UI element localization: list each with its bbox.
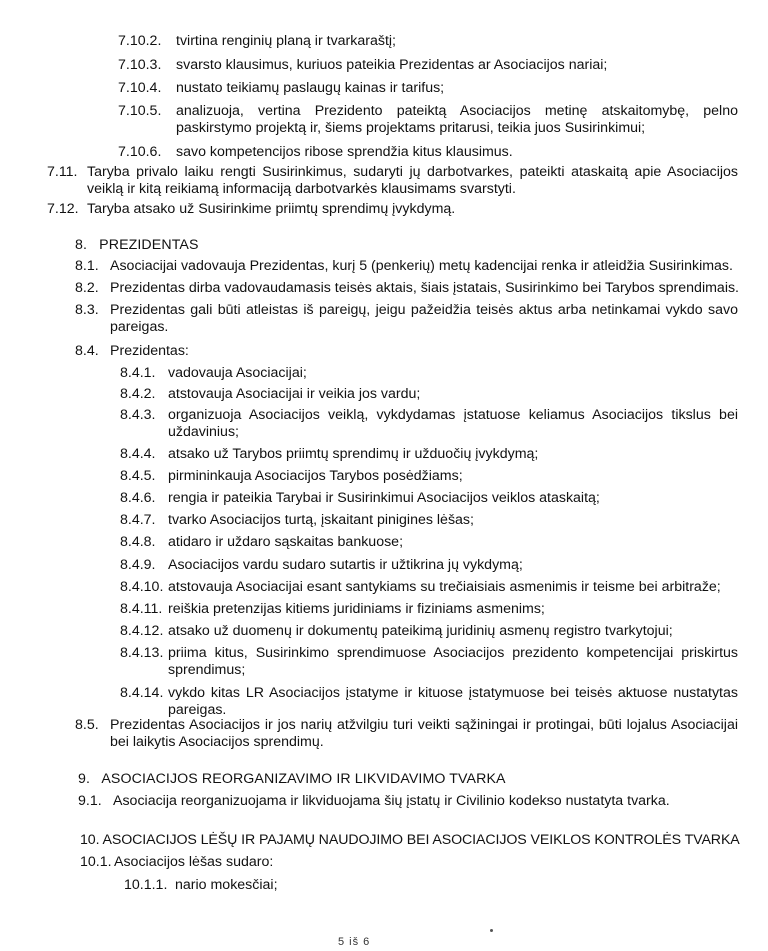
clause-text: Asociacija reorganizuojama ir likviduojama šių įstatų ir Civilinio kodekso nustatyta tvarka. <box>113 793 670 809</box>
clause-text: analizuoja, vertina Prezidento pateiktą Asociacijos metinę atskaitomybę, pelno paskirstymo projektą ir, šiems projektams pritarusi, teikia juos Susirinkimui; <box>176 103 738 136</box>
clause-text: Prezidentas gali būti atleistas iš pareigų, jeigu pažeidžia teisės aktus arba netinkamai vykdo savo pareigas. <box>110 302 738 335</box>
clause-text: atstovauja Asociacijai esant santykiams su trečiaisiais asmenimis ir teisme bei arbitraže; <box>168 579 721 595</box>
clause-text: atsako už duomenų ir dokumentų pateikimą juridinių asmenų registro tvarkytojui; <box>168 623 673 639</box>
clause-text: Asociacijos lėšas sudaro: <box>114 854 274 870</box>
clause-number: 8.2. <box>75 280 99 296</box>
clause-number: 7.10.2. <box>118 33 162 49</box>
clause-text: Prezidentas: <box>110 343 189 359</box>
clause-number: 8.4.6. <box>120 490 156 506</box>
clause-number: 8.5. <box>75 717 99 733</box>
clause-text: Prezidentas dirba vadovaudamasis teisės aktais, šiais įstatais, Susirinkimo bei Tarybos sprendimais. <box>110 280 740 296</box>
page-number-mark: 5 iš 6 <box>338 936 371 948</box>
clause-text: savo kompetencijos ribose sprendžia kitus klausimus. <box>176 144 513 160</box>
clause-text: pirmininkauja Asociacijos Tarybos posėdžiams; <box>168 468 463 484</box>
clause-text: rengia ir pateikia Tarybai ir Susirinkimui Asociacijos veiklos ataskaitą; <box>168 490 600 506</box>
clause-number: 8.4.9. <box>120 557 156 573</box>
clause-text: tvarko Asociacijos turtą, įskaitant pinigines lėšas; <box>168 512 474 528</box>
clause-text: Asociacijos vardu sudaro sutartis ir užtikrina jų vykdymą; <box>168 557 523 573</box>
clause-number: 8.4.14. <box>120 685 164 701</box>
clause-text: svarsto klausimus, kuriuos pateikia Prezidentas ar Asociacijos nariai; <box>176 57 608 73</box>
section-heading-8: 8. PREZIDENTAS <box>75 237 199 253</box>
clause-text: atidaro ir uždaro sąskaitas bankuose; <box>168 534 404 550</box>
clause-number: 8.4.13. <box>120 645 164 661</box>
clause-number: 8.4.2. <box>120 386 156 402</box>
scan-speck <box>490 929 493 932</box>
clause-number: 8.4.1. <box>120 365 156 381</box>
clause-number: 7.10.4. <box>118 80 162 96</box>
clause-text: priima kitus, Susirinkimo sprendimuose Asociacijos prezidento kompetencijai priskirtus sprendimus; <box>168 645 738 678</box>
clause-number: 8.1. <box>75 258 99 274</box>
section-heading-10: 10. ASOCIACIJOS LĖŠŲ IR PAJAMŲ NAUDOJIMO BEI ASOCIACIJOS VEIKLOS KONTROLĖS TVARKA <box>80 832 740 848</box>
clause-text: vykdo kitas LR Asociacijos įstatyme ir kituose įstatymuose bei teisės aktuose nustatytas pareigas. <box>168 685 738 718</box>
clause-text: Prezidentas Asociacijos ir jos narių atžvilgiu turi veikti sąžiningai ir protingai, būti lojalus Asociacijai bei laikytis Asociacijos sprendimų. <box>110 717 738 750</box>
clause-number: 9.1. <box>78 793 102 809</box>
clause-number: 10.1.1. <box>124 877 168 893</box>
section-heading-9: 9. ASOCIACIJOS REORGANIZAVIMO IR LIKVIDAVIMO TVARKA <box>78 771 506 787</box>
clause-number: 8.4.5. <box>120 468 156 484</box>
clause-number: 7.10.3. <box>118 57 162 73</box>
clause-text: nustato teikiamų paslaugų kainas ir tarifus; <box>176 80 445 96</box>
clause-text: organizuoja Asociacijos veiklą, vykdydamas įstatuose keliamus Asociacijos tikslus bei uždavinius; <box>168 407 738 440</box>
clause-number: 10.1. <box>80 854 112 870</box>
clause-number: 8.4.4. <box>120 446 156 462</box>
clause-number: 8.4. <box>75 343 99 359</box>
clause-text: Taryba atsako už Susirinkime priimtų sprendimų įvykdymą. <box>87 201 456 217</box>
clause-number: 8.4.12. <box>120 623 164 639</box>
clause-number: 7.12. <box>47 201 79 217</box>
clause-text: atstovauja Asociacijai ir veikia jos vardu; <box>168 386 421 402</box>
clause-text: Asociacijai vadovauja Prezidentas, kurį 5 (penkerių) metų kadencijai renka ir atleidžia Susirinkimas. <box>110 258 733 274</box>
clause-number: 8.4.8. <box>120 534 156 550</box>
clause-number: 8.4.10. <box>120 579 164 595</box>
clause-number: 7.10.5. <box>118 103 162 119</box>
clause-number: 7.10.6. <box>118 144 162 160</box>
clause-text: atsako už Tarybos priimtų sprendimų ir užduočių įvykdymą; <box>168 446 539 462</box>
clause-text: vadovauja Asociacijai; <box>168 365 307 381</box>
clause-text: tvirtina renginių planą ir tvarkaraštį; <box>176 33 397 49</box>
clause-number: 8.4.11. <box>120 601 163 617</box>
clause-number: 8.4.7. <box>120 512 156 528</box>
clause-text: reiškia pretenzijas kitiems juridiniams ir fiziniams asmenims; <box>168 601 545 617</box>
clause-number: 8.4.3. <box>120 407 156 423</box>
clause-text: Taryba privalo laiku rengti Susirinkimus, sudaryti jų darbotvarkes, pateikti ataskaitą apie Asociacijos veiklą ir kitą reikiamą informaciją darbotvarkės klausimams svarstyti. <box>87 164 738 197</box>
clause-text: nario mokesčiai; <box>175 877 278 893</box>
clause-number: 7.11. <box>47 164 78 180</box>
clause-number: 8.3. <box>75 302 99 318</box>
